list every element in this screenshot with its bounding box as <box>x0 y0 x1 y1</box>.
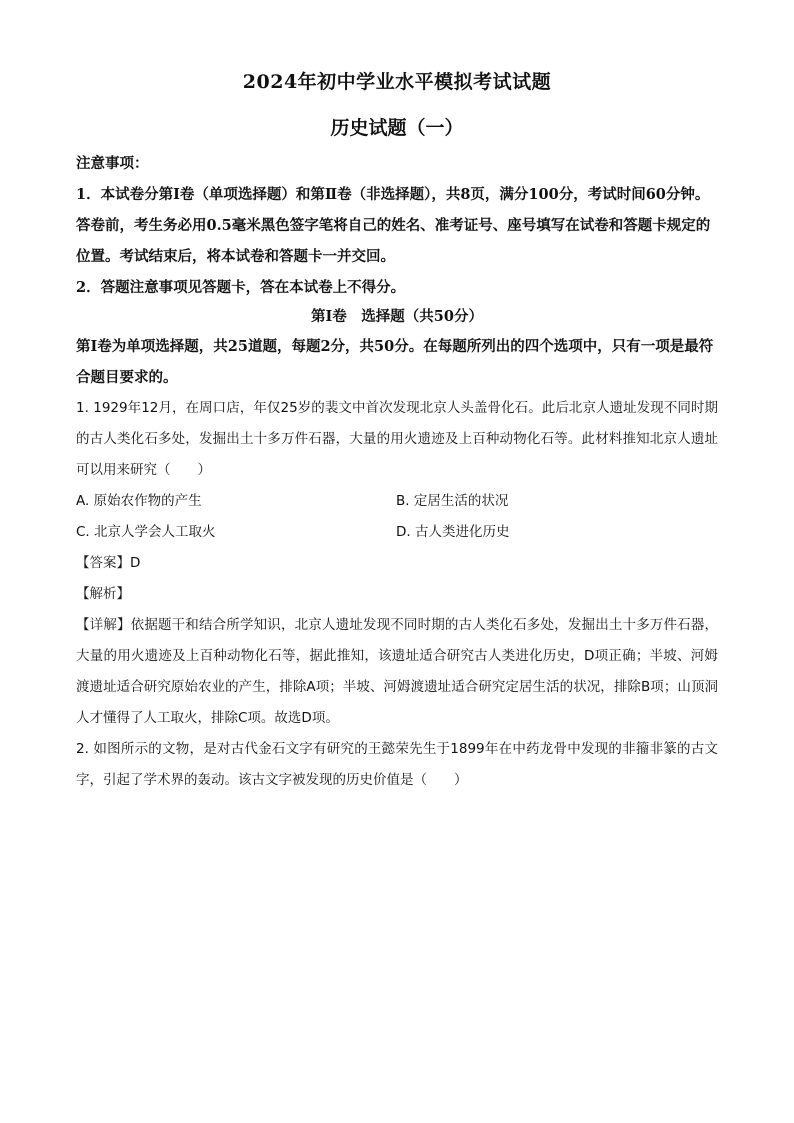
detail-tag: 【详解】 <box>76 617 131 633</box>
option-a: A. 原始农作物的产生 <box>76 493 202 509</box>
section-title: 第Ⅰ卷 选择题（共50分） <box>311 308 483 325</box>
question-2-stem: 2. 如图所示的文物，是对古代金石文字有研究的王懿荣先生于1899年在中药龙骨中发现的非籀非篆的古文字，引起了学术界的轰动。该古文字被发现的历史价值是（ ） <box>76 741 718 788</box>
question-1 <box>76 393 718 734</box>
option-b: B. 定居生活的状况 <box>396 493 509 509</box>
question-2 <box>76 734 718 796</box>
detail-paragraph <box>76 610 718 734</box>
exam-title: 2024年初中学业水平模拟考试试题 <box>242 71 552 93</box>
answer-value: D <box>130 555 141 571</box>
question-1-options <box>76 486 718 548</box>
analysis-line <box>76 579 718 610</box>
notice-heading: 注意事项： <box>76 155 149 172</box>
question-1-stem: 1. 1929年12月，在周口店，年仅25岁的裴文中首次发现北京人头盖骨化石。此后北京人遗址发现不同时期的古人类化石多处，发掘出土十多万件石器，大量的用火遗迹及上百种动物化石等。此材料推知北京人遗址可以用来研究（ ） <box>76 400 718 478</box>
option-d: D. 古人类进化历史 <box>396 524 510 540</box>
section-description: 第Ⅰ卷为单项选择题，共25道题，每题2分，共50分。在每题所列出的四个选项中，只有一项是最符合题目要求的。 <box>76 338 714 386</box>
detail-text: 依据题干和结合所学知识，北京人遗址发现不同时期的古人类化石多处，发掘出土十多万件石器，大量的用火遗迹及上百种动物化石等，据此推知，该遗址适合研究古人类进化历史，D项正确；半坡、河姆渡遗址适合研究原始农业的产生，排除A项；半坡、河姆渡遗址适合研究定居生活的状况，排除B项；山顶洞人才懂得了人工取火，排除C项。故选D项。 <box>76 617 719 726</box>
option-c: C. 北京人学会人工取火 <box>76 524 216 540</box>
answer-tag: 【答案】 <box>76 555 130 571</box>
exam-subtitle: 历史试题（一） <box>330 117 464 139</box>
answer-line <box>76 548 718 579</box>
notice-item-1: 1．本试卷分第Ⅰ卷（单项选择题）和第Ⅱ卷（非选择题），共8页，满分100分，考试时间60分钟。答卷前，考生务必用0.5毫米黑色签字笔将自己的姓名、准考证号、座号填写在试卷和答题卡规定的位置。考试结束后，将本试卷和答题卡一并交回。 <box>76 186 711 265</box>
notice-item-2: 2．答题注意事项见答题卡，答在本试卷上不得分。 <box>76 279 406 296</box>
analysis-tag: 【解析】 <box>76 586 130 602</box>
